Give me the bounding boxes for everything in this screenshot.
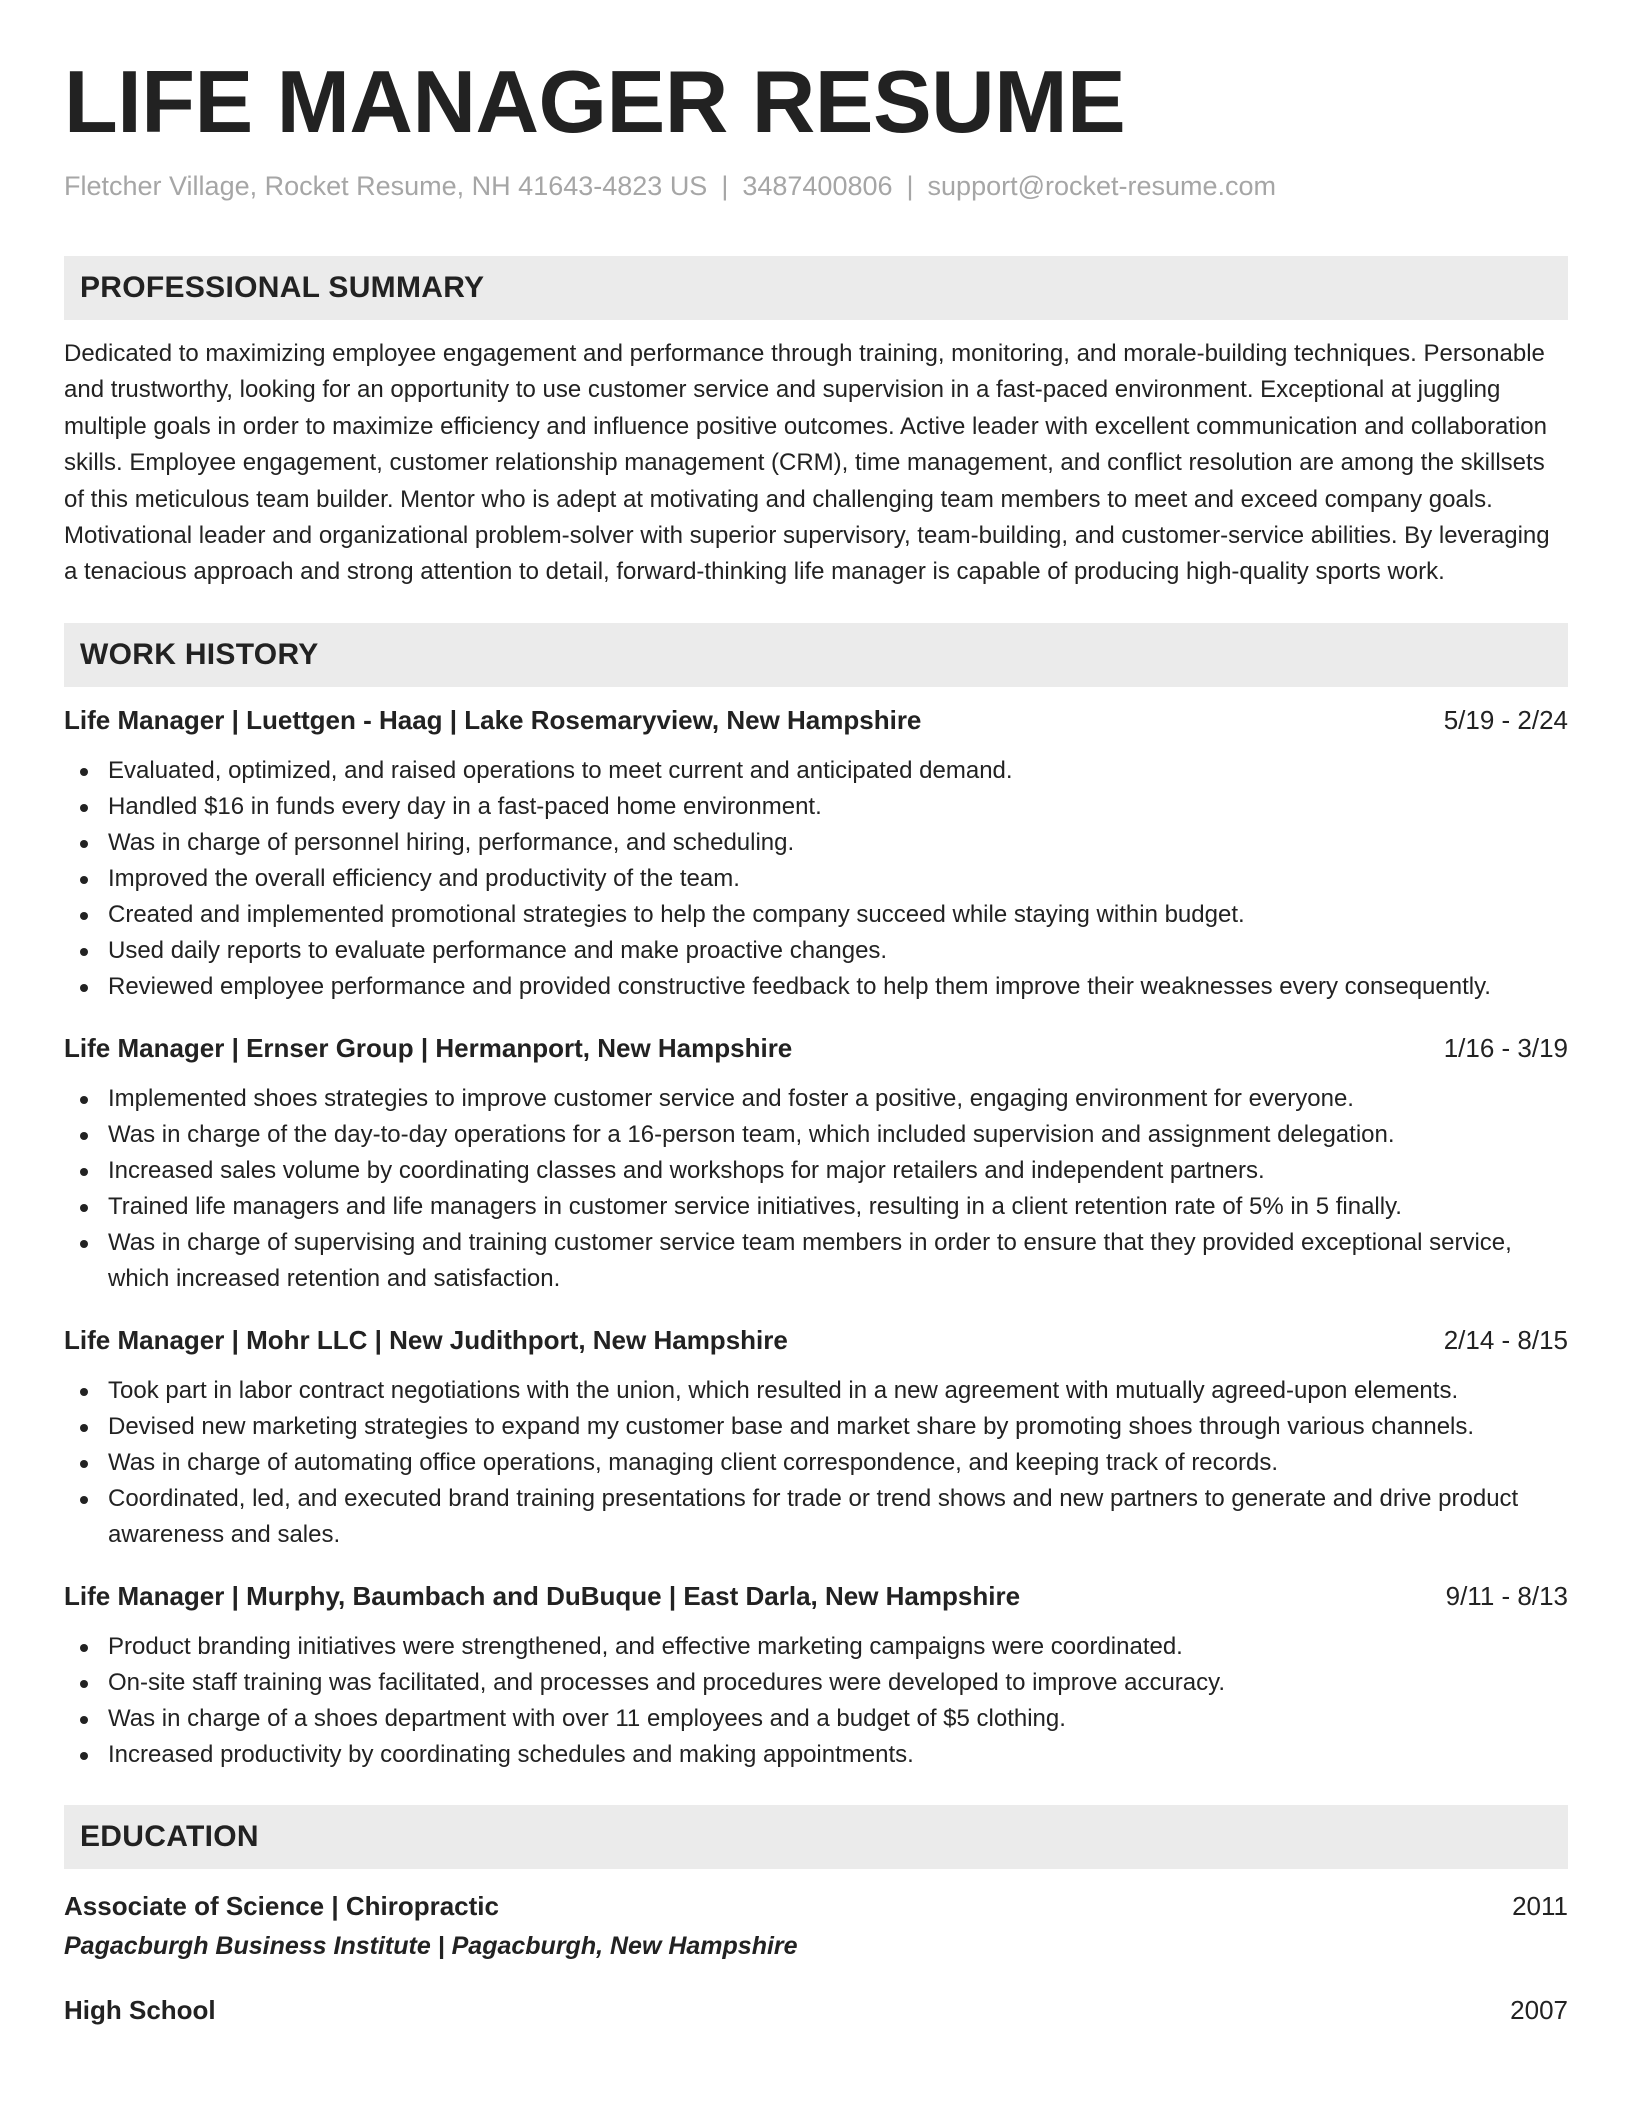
job-bullet: Trained life managers and life managers in customer service initiatives, resulting in a client retention rate of 5% in 5 finally. (64, 1189, 1568, 1225)
job-bullets (64, 1629, 1568, 1773)
job-bullet: Took part in labor contract negotiations with the union, which resulted in a new agreement with mutually agreed-upon elements. (64, 1373, 1568, 1409)
job-bullet: Improved the overall efficiency and productivity of the team. (64, 861, 1568, 897)
job-entry (64, 1031, 1568, 1297)
education-entry (64, 1993, 1568, 2027)
job-header (64, 1323, 1568, 1357)
job-bullet: Was in charge of supervising and training customer service team members in order to ensure that they provided exceptional service, which increased retention and satisfaction. (64, 1225, 1568, 1297)
contact-phone[interactable]: 3487400806 (742, 171, 893, 201)
job-bullet: Devised new marketing strategies to expand my customer base and market share by promoting shoes through various channels. (64, 1409, 1568, 1445)
job-bullet: Created and implemented promotional strategies to help the company succeed while staying within budget. (64, 897, 1568, 933)
job-bullet: Used daily reports to evaluate performance and make proactive changes. (64, 933, 1568, 969)
education-header (64, 1889, 1568, 1923)
education-degree: Associate of Science | Chiropractic (64, 1890, 499, 1921)
job-bullets (64, 1081, 1568, 1297)
job-entry (64, 1579, 1568, 1773)
job-title: Life Manager | Ernser Group | Hermanport, New Hampshire (64, 1032, 793, 1063)
job-bullet: Coordinated, led, and executed brand training presentations for trade or trend shows and new partners to generate and drive product awareness and sales. (64, 1481, 1568, 1553)
resume-page (64, 0, 1568, 2027)
job-dates: 2/14 - 8/15 (1443, 1324, 1568, 1355)
job-dates: 9/11 - 8/13 (1445, 1580, 1568, 1611)
job-header (64, 703, 1568, 737)
contact-line (64, 168, 1568, 204)
job-entry (64, 703, 1568, 1005)
contact-separator: | (721, 171, 729, 201)
job-bullets (64, 753, 1568, 1005)
job-title: Life Manager | Mohr LLC | New Judithport, New Hampshire (64, 1324, 788, 1355)
job-title: Life Manager | Luettgen - Haag | Lake Rosemaryview, New Hampshire (64, 704, 922, 735)
education-degree: High School (64, 1994, 216, 2025)
education-header (64, 1993, 1568, 2027)
job-bullet: Evaluated, optimized, and raised operations to meet current and anticipated demand. (64, 753, 1568, 789)
section-header-education: EDUCATION (64, 1805, 1568, 1869)
page-title: LIFE MANAGER RESUME (64, 52, 1126, 151)
job-bullet: Increased sales volume by coordinating classes and workshops for major retailers and independent partners. (64, 1153, 1568, 1189)
job-bullet: Increased productivity by coordinating schedules and making appointments. (64, 1737, 1568, 1773)
job-bullet: Was in charge of a shoes department with over 11 employees and a budget of $5 clothing. (64, 1701, 1568, 1737)
job-entry (64, 1323, 1568, 1553)
contact-email[interactable]: support@rocket-resume.com (927, 171, 1277, 201)
job-header (64, 1031, 1568, 1065)
education-school: Pagacburgh Business Institute | Pagacburgh, New Hampshire (64, 1931, 798, 1960)
job-header (64, 1579, 1568, 1613)
job-bullet: On-site staff training was facilitated, and processes and procedures were developed to improve accuracy. (64, 1665, 1568, 1701)
section-header-summary: PROFESSIONAL SUMMARY (64, 256, 1568, 320)
job-dates: 5/19 - 2/24 (1443, 704, 1568, 735)
summary-text: Dedicated to maximizing employee engagement and performance through training, monitoring, and morale-building techniques. Personable and trustworthy, looking for an opportunity to use customer service and supervision in a fast-paced environment. Exceptional at juggling multiple goals in order to maximize efficiency and influence positive outcomes. Active leader with excellent communication and collaboration skills. Employee engagement, customer relationship management (CRM), time management, and conflict resolution are among the skillsets of this meticulous team builder. Mentor who is adept at motivating and challenging team members to meet and exceed company goals. Motivational leader and organizational problem-solver with superior supervisory, team-building, and customer-service abilities. By leveraging a tenacious approach and strong attention to detail, forward-thinking life manager is capable of producing high-quality sports work. (64, 340, 1550, 586)
education-entry (64, 1889, 1568, 1963)
job-dates: 1/16 - 3/19 (1443, 1032, 1568, 1063)
job-title: Life Manager | Murphy, Baumbach and DuBuque | East Darla, New Hampshire (64, 1580, 1021, 1611)
job-bullet: Was in charge of the day-to-day operations for a 16-person team, which included supervision and assignment delegation. (64, 1117, 1568, 1153)
job-bullet: Implemented shoes strategies to improve customer service and foster a positive, engaging environment for everyone. (64, 1081, 1568, 1117)
section-header-work-history: WORK HISTORY (64, 623, 1568, 687)
job-bullet: Product branding initiatives were strengthened, and effective marketing campaigns were coordinated. (64, 1629, 1568, 1665)
contact-address: Fletcher Village, Rocket Resume, NH 41643-4823 US (64, 171, 708, 201)
contact-separator: | (906, 171, 914, 201)
education-year: 2007 (1510, 1994, 1568, 2025)
job-bullet: Was in charge of automating office operations, managing client correspondence, and keeping track of records. (64, 1445, 1568, 1481)
education-year: 2011 (1512, 1890, 1568, 1921)
job-bullets (64, 1373, 1568, 1553)
job-bullet: Reviewed employee performance and provided constructive feedback to help them improve their weaknesses every consequently. (64, 969, 1568, 1005)
job-bullet: Handled $16 in funds every day in a fast-paced home environment. (64, 789, 1568, 825)
job-bullet: Was in charge of personnel hiring, performance, and scheduling. (64, 825, 1568, 861)
